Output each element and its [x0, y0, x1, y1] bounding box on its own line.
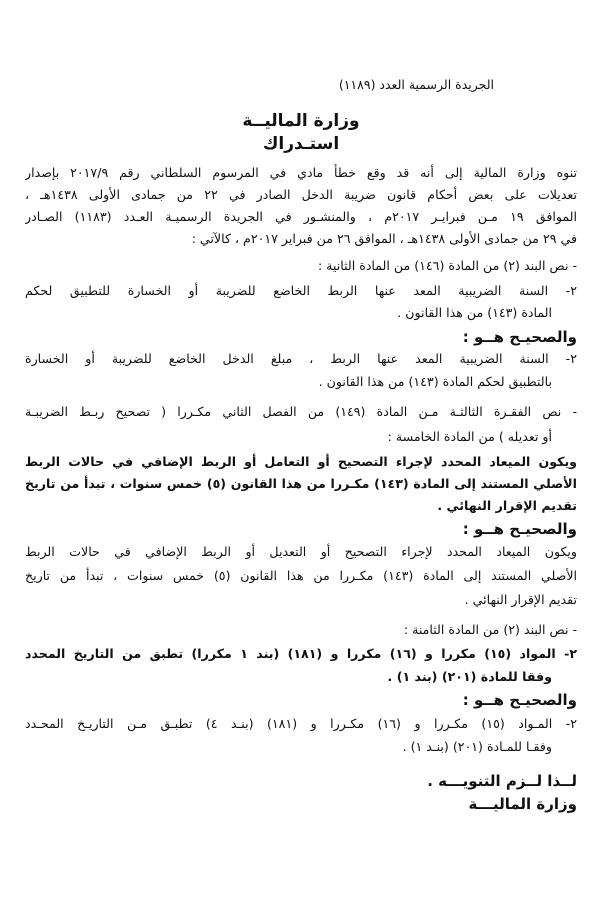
closing-note: لــذا لــزم التنويـــه .	[427, 772, 577, 790]
document-title: استـدراك	[262, 134, 340, 154]
section3-correction-heading: والصحيـح هــو :	[462, 691, 577, 709]
section1-correction-heading: والصحيـح هــو :	[462, 328, 577, 346]
section2-label: أو تعديله ) من المادة الخامسة :	[387, 429, 552, 444]
section1-correction: بالتطبيق لحكم المادة (١٤٣) من هذا القانون .	[318, 374, 552, 389]
section1-correction: ٢- السنة الضريبية المعد عنها الربط ، مبلغ الدخل الخاضع للضريبة أو الخسارة	[25, 351, 577, 366]
section2-label: - نص الفقـرة الثالثـة مـن المادة (١٤٩) من الفصل الثاني مكـررا ( تصحيح ربـط الضريبـة	[25, 404, 577, 419]
section2-text: ويكون الميعاد المحدد لإجراء التصحيح أو التعامل أو الربط الإضافي في حالات الربط	[25, 454, 577, 469]
gazette-issue-header: الجريدة الرسمية العدد (١١٨٩)	[338, 77, 494, 92]
intro-line: تنوه وزارة المالية إلى أنه قد وقع خطأ مادي في المرسوم السلطاني رقم ٢٠١٧/٩ بإصدار	[25, 165, 577, 180]
section2-correction: تقديم الإقرار النهائي .	[464, 592, 577, 607]
intro-line: تعديلات على بعض أحكام قانون ضريبة الدخل الصادر في ٢٢ من جمادى الأولى ١٤٣٨هـ ،	[25, 187, 577, 202]
signature: وزارة الماليـــة	[468, 795, 577, 813]
section3-text: ٢- المواد (١٥) مكررا و (١٦) مكررا و (١٨١) (بند ١ مكررا) تطبق من التاريخ المحدد	[25, 646, 577, 661]
section3-text: وفقا للمادة (٢٠١) (بند ١) .	[387, 669, 552, 684]
section1-text: المادة (١٤٣) من هذا القانون .	[397, 305, 552, 320]
section2-correction-heading: والصحيـح هــو :	[462, 520, 577, 538]
section1-text: ٢- السنة الضريبية المعد عنها الربط الخاضع للضريبة أو الخسارة للتطبيق لحكم	[25, 283, 577, 298]
section2-text: تقديم الإقرار النهائي .	[437, 498, 577, 513]
section2-correction: ويكون الميعاد المحدد لإجراء التصحيح أو التعديل أو الربط الإضافي في حالات الربط	[25, 544, 577, 559]
section3-label: - نص البند (٢) من المادة الثامنة :	[403, 622, 577, 637]
intro-line: الموافق ١٩ مـن فبرايـر ٢٠١٧م ، والمنشـور في الجريدة الرسميـة العـدد (١١٨٣) الصـادر	[25, 209, 577, 224]
ministry-title: وزارة الماليــة	[242, 111, 360, 131]
section3-correction: وفقـا للمـادة (٢٠١) (بنـد ١) .	[402, 739, 552, 754]
section3-correction: ٢- المـواد (١٥) مكـررا و (١٦) مكـررا و (١٨١) (بنـد ٤) تطبـق مـن التاريـخ المحـدد	[25, 716, 577, 731]
section1-label: - نص البند (٢) من المادة (١٤٦) من المادة الثانية :	[317, 258, 577, 273]
section2-correction: الأصلي المستند إلى المادة (١٤٣) مكـررا من هذا القانون (٥) خمس سنوات ، تبدأ من تاريخ	[25, 568, 577, 583]
intro-line: في ٢٩ من جمادى الأولى ١٤٣٨هـ ، الموافق ٢٦ من فبراير ٢٠١٧م ، كالآتي :	[191, 231, 577, 246]
section2-text: الأصلي المستند إلى المادة (١٤٣) مكـررا من هذا القانون (٥) خمس سنوات ، تبدأ من تاريخ	[25, 476, 577, 491]
